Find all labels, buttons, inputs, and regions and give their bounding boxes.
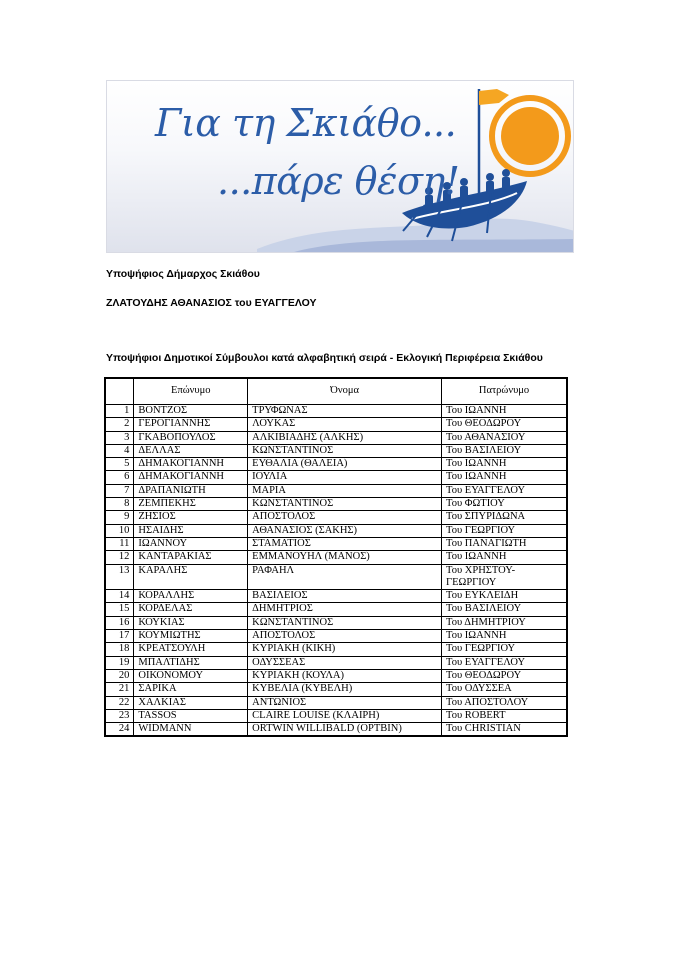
- patronymic-cell: Του ΙΩΑΝΝΗ: [442, 405, 567, 418]
- table-row: [105, 656, 567, 669]
- surname-cell: ΖΕΜΠΕΚΗΣ: [134, 498, 248, 511]
- row-number: 3: [105, 431, 134, 444]
- first-name-cell: ΑΛΚΙΒΙΑΔΗΣ (ΑΛΚΗΣ): [248, 431, 442, 444]
- table-row: [105, 431, 567, 444]
- surname-cell: ΔΗΜΑΚΟΓΙΑΝΝΗ: [134, 458, 248, 471]
- table-header-row: [105, 378, 567, 405]
- table-row: [105, 564, 567, 590]
- patronymic-cell: Του ΔΗΜΗΤΡΙΟΥ: [442, 616, 567, 629]
- row-number: 11: [105, 537, 134, 550]
- table-row: [105, 683, 567, 696]
- patronymic-cell: Του ΙΩΑΝΝΗ: [442, 471, 567, 484]
- patronymic-cell: Του ΕΥΑΓΓΕΛΟΥ: [442, 484, 567, 497]
- candidates-table: [104, 377, 568, 737]
- table-row: [105, 498, 567, 511]
- patronymic-cell: Του ΙΩΑΝΝΗ: [442, 551, 567, 564]
- campaign-banner: [106, 80, 574, 253]
- table-row: [105, 696, 567, 709]
- row-number: 4: [105, 444, 134, 457]
- table-row: [105, 603, 567, 616]
- table-row: [105, 723, 567, 737]
- table-row: [105, 630, 567, 643]
- row-number: 10: [105, 524, 134, 537]
- first-name-cell: ΚΩΝΣΤΑΝΤΙΝΟΣ: [248, 616, 442, 629]
- first-name-cell: ΑΘΑΝΑΣΙΟΣ (ΣΑΚΗΣ): [248, 524, 442, 537]
- row-number: 8: [105, 498, 134, 511]
- table-row: [105, 537, 567, 550]
- table-row: [105, 669, 567, 682]
- patronymic-cell: Του ΑΘΑΝΑΣΙΟΥ: [442, 431, 567, 444]
- header-patronymic: Πατρώνυμο: [442, 378, 567, 405]
- first-name-cell: ΟΔΥΣΣΕΑΣ: [248, 656, 442, 669]
- first-name-cell: ΒΑΣΙΛΕΙΟΣ: [248, 590, 442, 603]
- first-name-cell: ΑΠΟΣΤΟΛΟΣ: [248, 511, 442, 524]
- first-name-cell: ΕΥΘΑΛΙΑ (ΘΑΛΕΙΑ): [248, 458, 442, 471]
- first-name-cell: ΕΜΜΑΝΟΥΗΛ (ΜΑΝΟΣ): [248, 551, 442, 564]
- first-name-cell: ΑΝΤΩΝΙΟΣ: [248, 696, 442, 709]
- surname-cell: ΚΡΕΑΤΣΟΥΛΗ: [134, 643, 248, 656]
- row-number: 7: [105, 484, 134, 497]
- surname-cell: ΓΚΑΒΟΠΟΥΛΟΣ: [134, 431, 248, 444]
- table-row: [105, 590, 567, 603]
- patronymic-cell: Του ΓΕΩΡΓΙΟΥ: [442, 643, 567, 656]
- row-number: 18: [105, 643, 134, 656]
- table-row: [105, 709, 567, 722]
- row-number: 20: [105, 669, 134, 682]
- surname-cell: ΔΗΜΑΚΟΓΙΑΝΝΗ: [134, 471, 248, 484]
- surname-cell: ΗΣΑΙΔΗΣ: [134, 524, 248, 537]
- surname-cell: ΚΟΡΔΕΛΑΣ: [134, 603, 248, 616]
- first-name-cell: ΣΤΑΜΑΤΙΟΣ: [248, 537, 442, 550]
- table-row: [105, 471, 567, 484]
- list-title: Υποψήφιοι Δημοτικοί Σύμβουλοι κατά αλφαβητική σειρά - Εκλογική Περιφέρεια Σκιάθου: [106, 352, 543, 364]
- table-row: [105, 444, 567, 457]
- flag-icon: [479, 89, 509, 105]
- row-number: 17: [105, 630, 134, 643]
- patronymic-cell: Του ΧΡΗΣΤΟΥ-ΓΕΩΡΓΙΟΥ: [442, 564, 567, 590]
- first-name-cell: ΜΑΡΙΑ: [248, 484, 442, 497]
- header-number: [105, 378, 134, 405]
- surname-cell: ΖΗΣΙΟΣ: [134, 511, 248, 524]
- row-number: 19: [105, 656, 134, 669]
- patronymic-cell: Του ΣΠΥΡΙΔΩΝΑ: [442, 511, 567, 524]
- first-name-cell: ΡΑΦΑΗΛ: [248, 564, 442, 590]
- mayor-name: ΖΛΑΤΟΥΔΗΣ ΑΘΑΝΑΣΙΟΣ του ΕΥΑΓΓΕΛΟΥ: [106, 297, 317, 309]
- sun-core: [501, 107, 559, 165]
- surname-cell: ΓΕΡΟΓΙΑΝΝΗΣ: [134, 418, 248, 431]
- table-row: [105, 484, 567, 497]
- patronymic-cell: Του ΙΩΑΝΝΗ: [442, 630, 567, 643]
- first-name-cell: ΚΩΝΣΤΑΝΤΙΝΟΣ: [248, 498, 442, 511]
- surname-cell: ΚΟΥΚΙΑΣ: [134, 616, 248, 629]
- row-number: 1: [105, 405, 134, 418]
- row-number: 14: [105, 590, 134, 603]
- first-name-cell: ΚΥΡΙΑΚΗ (ΚΟΥΛΑ): [248, 669, 442, 682]
- surname-cell: ΔΡΑΠΑΝΙΩΤΗ: [134, 484, 248, 497]
- row-number: 13: [105, 564, 134, 590]
- first-name-cell: ΑΠΟΣΤΟΛΟΣ: [248, 630, 442, 643]
- row-number: 9: [105, 511, 134, 524]
- row-number: 21: [105, 683, 134, 696]
- table-row: [105, 418, 567, 431]
- first-name-cell: ΚΥΒΕΛΙΑ (ΚΥΒΕΛΗ): [248, 683, 442, 696]
- row-number: 16: [105, 616, 134, 629]
- patronymic-cell: Του ΟΔΥΣΣΕΑ: [442, 683, 567, 696]
- first-name-cell: ORTWIN WILLIBALD (ΟΡΤΒΙΝ): [248, 723, 442, 737]
- patronymic-cell: Του ΒΑΣΙΛΕΙΟΥ: [442, 603, 567, 616]
- surname-cell: TASSOS: [134, 709, 248, 722]
- table-row: [105, 551, 567, 564]
- surname-cell: ΙΩΑΝΝΟΥ: [134, 537, 248, 550]
- surname-cell: ΔΕΛΛΑΣ: [134, 444, 248, 457]
- row-number: 2: [105, 418, 134, 431]
- first-name-cell: ΙΟΥΛΙΑ: [248, 471, 442, 484]
- patronymic-cell: Του ΘΕΟΔΩΡΟΥ: [442, 669, 567, 682]
- surname-cell: ΟΙΚΟΝΟΜΟΥ: [134, 669, 248, 682]
- mayor-label: Υποψήφιος Δήμαρχος Σκιάθου: [106, 268, 260, 280]
- surname-cell: ΚΟΡΑΛΛΗΣ: [134, 590, 248, 603]
- row-number: 5: [105, 458, 134, 471]
- row-number: 12: [105, 551, 134, 564]
- patronymic-cell: Του ΕΥΑΓΓΕΛΟΥ: [442, 656, 567, 669]
- patronymic-cell: Του ΦΩΤΙΟΥ: [442, 498, 567, 511]
- surname-cell: WIDMANN: [134, 723, 248, 737]
- surname-cell: ΧΑΛΚΙΑΣ: [134, 696, 248, 709]
- first-name-cell: ΤΡΥΦΩΝΑΣ: [248, 405, 442, 418]
- row-number: 15: [105, 603, 134, 616]
- row-number: 24: [105, 723, 134, 737]
- table-row: [105, 616, 567, 629]
- patronymic-cell: Του ΒΑΣΙΛΕΙΟΥ: [442, 444, 567, 457]
- table-row: [105, 458, 567, 471]
- surname-cell: ΚΑΝΤΑΡΑΚΙΑΣ: [134, 551, 248, 564]
- patronymic-cell: Του ΘΕΟΔΩΡΟΥ: [442, 418, 567, 431]
- first-name-cell: ΚΥΡΙΑΚΗ (ΚΙΚΗ): [248, 643, 442, 656]
- table-row: [105, 405, 567, 418]
- header-first-name: Όνομα: [248, 378, 442, 405]
- first-name-cell: CLAIRE LOUISE (ΚΛΑΙΡΗ): [248, 709, 442, 722]
- patronymic-cell: Του ΠΑΝΑΓΙΩΤΗ: [442, 537, 567, 550]
- slogan-line-2: ...πάρε θέση!: [217, 159, 460, 203]
- patronymic-cell: Του ΑΠΟΣΤΟΛΟΥ: [442, 696, 567, 709]
- row-number: 23: [105, 709, 134, 722]
- table-row: [105, 643, 567, 656]
- table-row: [105, 524, 567, 537]
- patronymic-cell: Του ΙΩΑΝΝΗ: [442, 458, 567, 471]
- surname-cell: ΜΠΑΛΤΙΔΗΣ: [134, 656, 248, 669]
- patronymic-cell: Του CHRISTIAN: [442, 723, 567, 737]
- surname-cell: ΚΑΡΑΛΗΣ: [134, 564, 248, 590]
- surname-cell: ΣΑΡΙΚΑ: [134, 683, 248, 696]
- patronymic-cell: Του ΓΕΩΡΓΙΟΥ: [442, 524, 567, 537]
- surname-cell: ΒΟΝΤΖΟΣ: [134, 405, 248, 418]
- surname-cell: ΚΟΥΜΙΩΤΗΣ: [134, 630, 248, 643]
- table-row: [105, 511, 567, 524]
- first-name-cell: ΛΟΥΚΑΣ: [248, 418, 442, 431]
- header-surname: Επώνυμο: [134, 378, 248, 405]
- patronymic-cell: Του ROBERT: [442, 709, 567, 722]
- first-name-cell: ΔΗΜΗΤΡΙΟΣ: [248, 603, 442, 616]
- slogan-line-1: Για τη Σκιάθο...: [155, 101, 457, 145]
- first-name-cell: ΚΩΝΣΤΑΝΤΙΝΟΣ: [248, 444, 442, 457]
- row-number: 22: [105, 696, 134, 709]
- patronymic-cell: Του ΕΥΚΛΕΙΔΗ: [442, 590, 567, 603]
- row-number: 6: [105, 471, 134, 484]
